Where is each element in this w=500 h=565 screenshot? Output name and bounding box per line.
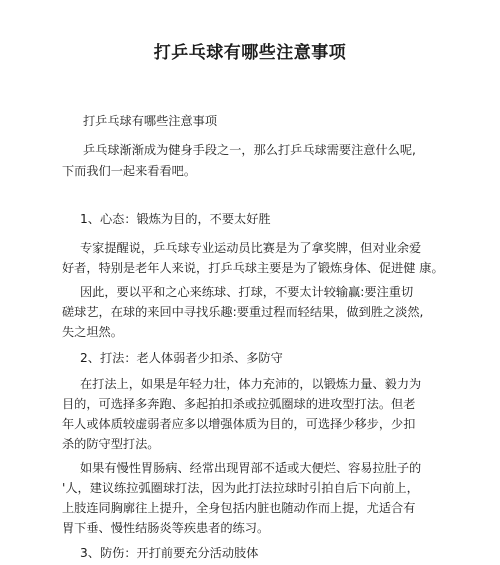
paragraph-line: 在打法上，如果是年轻力壮，体力充沛的，以锻炼力量、毅力为 [80, 377, 422, 391]
page-title: 打乒乓球有哪些注意事项 [153, 43, 347, 63]
paragraph-line: 上肢连同胸廓往上提升，全身包括内脏也随动作而上提，尤适合有 [62, 501, 416, 515]
paragraph-line: 年人或体质较虚弱者应多以增强体质为目的，可选择少移步，少扣 [62, 417, 416, 431]
intro-line-1: 乒乓球渐渐成为健身手段之一，那么打乒乓球需要注意什么呢, [83, 143, 416, 157]
subtitle-line: 打乒乓球有哪些注意事项 [83, 114, 218, 128]
section-heading-2: 2、打法：老人体弱者少扣杀、多防守 [80, 351, 283, 365]
paragraph-line: 好者，特别是老年人来说，打乒乓球主要是为了锻炼身体、促进健 康。 [62, 261, 444, 275]
paragraph-line: '人，建议练拉弧圈球打法，因为此打法拉球时引拍自后下向前上， [62, 481, 419, 495]
paragraph-line: 胃下垂、慢性结肠炎等疾患者的练习。 [62, 521, 270, 535]
intro-line-2: 下而我们一起来看看吧。 [62, 164, 197, 178]
paragraph-line: 如果有慢性胃肠病、经常出现胃部不适或大便烂、容易拉肚子的 [80, 461, 422, 475]
paragraph-line: 因此，要以平和之心来练球、打球，不要太计较输赢:要注重切 [80, 285, 414, 299]
paragraph-line: 失之坦然。 [62, 325, 123, 339]
paragraph-line: 专家提醒说，乒乓球专业运动员比赛是为了拿奖牌，但对业余爱 [80, 241, 422, 255]
paragraph-line: 目的，可选择多奔跑、多起拍扣杀或拉弧圈球的进攻型打法。但老 [62, 397, 416, 411]
section-heading-1: 1、心态：锻炼为目的，不要太好胜 [80, 212, 271, 226]
paragraph-line: 磋球艺，在球的来回中寻找乐趣:要重过程而轻结果，做到胜之淡然, [62, 305, 424, 319]
paragraph-line: 杀的防守型打法。 [62, 437, 160, 451]
section-heading-3: 3、防伤：开打前要充分活动肢体 [80, 546, 259, 560]
